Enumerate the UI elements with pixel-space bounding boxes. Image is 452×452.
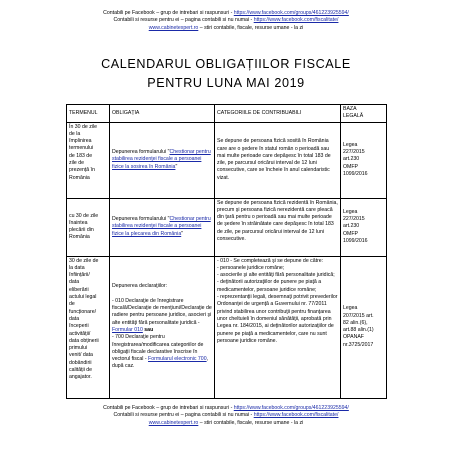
obligation-lead: Depunerea declaraţiilor: [112, 283, 168, 290]
document-title-line1: CALENDARUL OBLIGAȚIILOR FISCALE [101, 57, 351, 71]
facebook-page-link[interactable]: https://www.facebook.com/fiscalitate/ [253, 17, 339, 24]
page-header [0, 10, 452, 32]
category-cell: Se depune de persoana fizică sosită în România care are o şedere în statul român o perioadă sau mai multe perioade care depăşesc în total 183 de zile, pe parcursul oricărui interval de 12 luni consecutive, care se încheie în anul calendaristic vizat. [215, 122, 341, 198]
form-link-departure-questionnaire[interactable]: Chestionar pentru stabilirea rezidenţei fiscale a persoanei fizice la plecarea din România [112, 216, 211, 237]
column-header-obligation: OBLIGAȚIA [110, 105, 215, 123]
footer-line-facebook-page: Contabili si resurse pentru ei – pagina contabili si nu numai - https://www.facebook.com/fiscalitate/ [113, 412, 339, 419]
document-title-line2: PENTRU LUNA MAI 2019 [147, 76, 305, 90]
page-footer [0, 405, 452, 427]
obligation-cell: Depunerea declaraţiilor: - 010 Declaraţie de înregistrare fiscală/Declaraţie de menţiuni/Declaraţie de radiere pentru persoane juridice, asocieri şi alte entităţi fără personalitate juridică - Formular 010 sau - 700 Declaraţie pentru înregistrarea/modificarea categoriilor de obligaţii fiscale declarative înscrise în vectorul fiscal - Formularul electronic 700, după caz. [110, 256, 215, 398]
category-cell: Se depune de persoana fizică rezidentă în România, precum şi persoana fizică nerezidentă care pleacă din ţară pentru o perioadă sau mai multe perioade de şedere în străinătate care depăşesc în total 183 de zile, pe parcursul oricărui interval de 12 luni consecutive. [215, 198, 341, 256]
footer-website-link[interactable]: www.cabinetexpert.ro [148, 419, 199, 426]
table-row [67, 198, 387, 256]
form-link-700[interactable]: Formularul electronic 700 [148, 356, 207, 363]
obligations-table [66, 104, 387, 399]
table-row [67, 256, 387, 398]
legal-basis-cell: Legea 227/2015 art.230 OMFP 1099/2016 [341, 198, 387, 256]
header-line-facebook-page: Contabili si resurse pentru ei – pagina contabili si nu numai - https://www.facebook.com/fiscalitate/ [113, 17, 339, 24]
form-link-arrival-questionnaire[interactable]: Chestionar pentru stabilirea rezidenţei fiscale a persoanei fizice la sosirea în România [112, 149, 211, 170]
form-link-010[interactable]: Formular 010 [112, 326, 143, 333]
footer-line-website: www.cabinetexpert.ro – stiri contabile, fiscale, resurse umane - la zi [148, 419, 304, 426]
term-cell: cu 30 de zile înaintea plecării din România [67, 198, 110, 256]
footer-line-facebook-group: Contabili pe Facebook – grup de intrebari si raspunsuri - https://www.facebook.com/groups/461223925594/ [103, 405, 349, 411]
table-row [67, 122, 387, 198]
website-link[interactable]: www.cabinetexpert.ro [148, 24, 199, 31]
column-header-category: CATEGORIILE DE CONTRIBUABILI [215, 105, 341, 123]
obligation-cell: Depunerea formularului "Chestionar pentru stabilirea rezidenţei fiscale a persoanei fizice la sosirea în România" [110, 122, 215, 198]
header-line-website: www.cabinetexpert.ro – stiri contabile, fiscale, resurse umane - la zi [148, 24, 304, 31]
footer-facebook-page-link[interactable]: https://www.facebook.com/fiscalitate/ [253, 412, 339, 419]
category-cell: - 010 - Se completează şi se depune de către: - persoanele juridice române; - asocierile şi alte entităţi fără personalitate juridică; - deţinătorii autorizaţiilor de punere pe piaţă a medicamentelor, persoane juridice române; - reprezentanţii legali, desemnaţi potrivit prevederilor Ordonanţei de urgenţă a Guvernului nr. 77/2011 privind stabilirea unor contribuţii pentru finanţarea unor cheltuieli în domeniul sănătăţii, aprobată prin Legea nr. 184/2015, ai deţinătorilor autorizaţiilor de punere pe piaţă a medicamentelor, care nu sunt persoane juridice române. [215, 256, 341, 398]
term-cell: În 30 de zile de la împlinirea termenului de 183 de zile de prezență în România [67, 122, 110, 198]
term-cell: 30 de zile de la data înființării/ data eliberării actului legal de funcționare/ data începerii activității/ data obținerii primului venit/ data dobândirii calității de angajator. [67, 256, 110, 398]
footer-facebook-group-link[interactable]: https://www.facebook.com/groups/461223925594/ [233, 405, 349, 411]
header-line-facebook-group: Contabili pe Facebook – grup de intrebari si raspunsuri - https://www.facebook.com/groups/461223925594/ [103, 10, 349, 16]
legal-basis-cell: Legea 227/2015 art.230 OMFP 1099/2016 [341, 122, 387, 198]
facebook-group-link[interactable]: https://www.facebook.com/groups/461223925594/ [233, 10, 349, 16]
column-header-term: TERMENUL [67, 105, 110, 123]
obligation-cell: Depunerea formularului "Chestionar pentru stabilirea rezidenţei fiscale a persoanei fizice la plecarea din România" [110, 198, 215, 256]
table-header-row [67, 105, 387, 123]
legal-basis-cell: Legea 207/2015 art. 82 alin.(6), art.88 alin.(1) OPANAF nr.3725/2017 [341, 256, 387, 398]
column-header-legal-basis: BAZA LEGALĂ [341, 105, 387, 123]
